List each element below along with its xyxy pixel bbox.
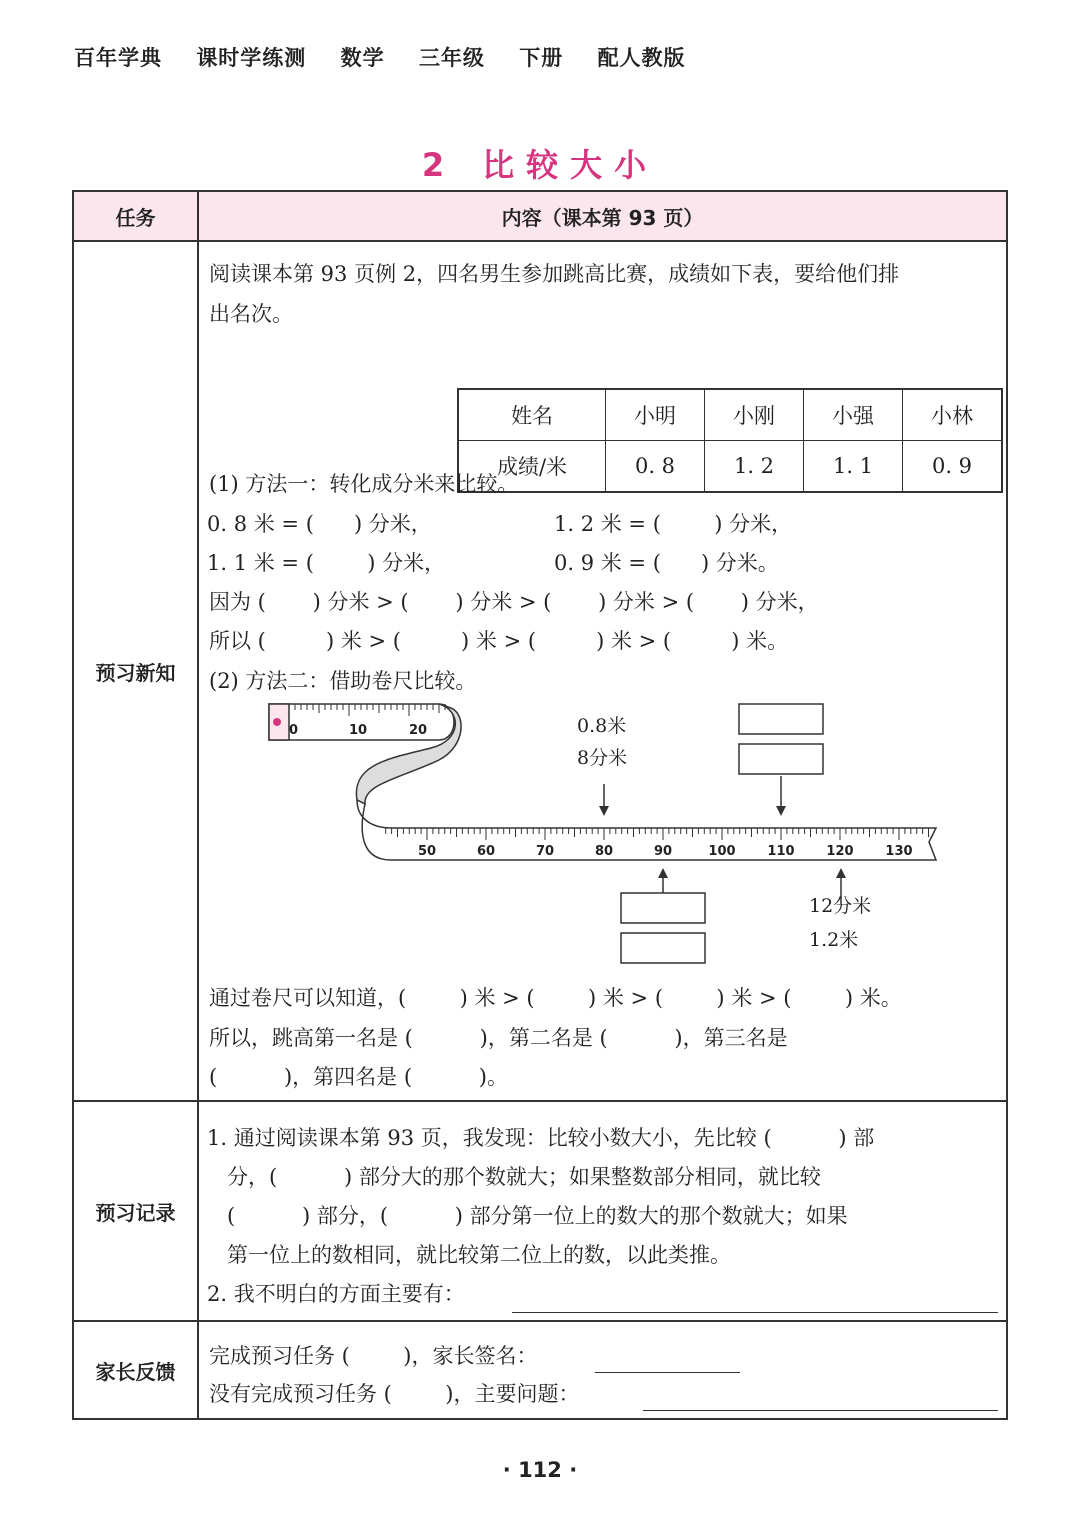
worksheet-table: [72, 190, 1008, 1420]
so-line[interactable]: 所以 ( ) 米 > ( ) 米 > ( ) 米 > ( ) 米。: [209, 629, 789, 653]
header-item: 配人教版: [597, 46, 686, 70]
answer-box: [621, 933, 705, 963]
score-header: 成绩/米: [458, 441, 606, 493]
preview-label: 预习新知: [74, 242, 199, 1100]
tape-number: 20: [409, 723, 428, 738]
tape-number: 80: [594, 844, 614, 859]
preview-content: [199, 242, 1006, 1100]
student-score: 0. 8: [606, 441, 705, 493]
record-line[interactable]: 1. 通过阅读课本第 93 页，我发现：比较小数大小，先比较 ( ) 部: [207, 1126, 875, 1150]
name-header: 姓名: [458, 389, 606, 441]
page-number: · 112 ·: [502, 1458, 578, 1482]
header-item: 课时学练测: [196, 46, 307, 70]
method1-title: (1) 方法一：转化成分米来比较。: [209, 472, 519, 496]
student-name: 小强: [804, 389, 903, 441]
label-12m: 1.2米: [809, 929, 859, 951]
record-line[interactable]: ( ) 部分，( ) 部分第一位上的数大的那个数就大；如果: [207, 1204, 848, 1228]
method1-blank[interactable]: 1. 2 米 = ( ) 分米，: [554, 512, 793, 536]
score-table: [457, 388, 1003, 493]
lesson-number: 2: [421, 146, 457, 184]
method1-blank[interactable]: 0. 9 米 = ( ) 分米。: [554, 551, 779, 575]
feedback-label: 家长反馈: [74, 1322, 199, 1418]
tape-number: 100: [708, 844, 736, 859]
arrow-12-head: [836, 868, 846, 878]
book-header: [74, 42, 712, 72]
record-content: [199, 1102, 1006, 1320]
tape-number: 110: [767, 844, 795, 859]
student-score: 1. 2: [705, 441, 804, 493]
answer-box: [621, 893, 705, 923]
ranking-line[interactable]: 所以，跳高第一名是 ( )，第二名是 ( )，第三名是: [209, 1026, 788, 1050]
record-line[interactable]: 分，( ) 部分大的那个数就大；如果整数部分相同，就比较: [207, 1165, 821, 1189]
tape-number: 90: [653, 844, 673, 859]
student-name: 小明: [606, 389, 705, 441]
task-column-header: 任务: [74, 192, 199, 240]
question-answer-line[interactable]: [512, 1312, 998, 1313]
method1-blank[interactable]: 1. 1 米 = ( ) 分米，: [207, 551, 446, 575]
arrow-09-head: [658, 868, 668, 878]
label-12dm: 12分米: [809, 895, 872, 917]
tape-tip-dot: [273, 718, 281, 726]
lesson-title: [0, 140, 1080, 186]
feedback-section: [74, 1322, 1006, 1418]
tape-number: 60: [476, 844, 496, 859]
tape-number: 130: [885, 844, 913, 859]
record-line: 第一位上的数相同，就比较第二位上的数，以此类推。: [207, 1243, 732, 1267]
answer-box: [739, 704, 823, 734]
student-score: 1. 1: [804, 441, 903, 493]
feedback-line[interactable]: 完成预习任务 ( )，家长签名：: [209, 1344, 538, 1368]
student-score: 0. 9: [903, 441, 1003, 493]
tape-measure-diagram: [261, 700, 941, 970]
feedback-line[interactable]: 没有完成预习任务 ( )，主要问题：: [209, 1382, 580, 1406]
feedback-content: [199, 1322, 1006, 1418]
student-name: 小刚: [705, 389, 804, 441]
method1-blank[interactable]: 0. 8 米 = ( ) 分米，: [207, 512, 432, 536]
ranking-line[interactable]: ( )，第四名是 ( )。: [209, 1065, 508, 1089]
header-item: 下册: [519, 46, 564, 70]
because-line[interactable]: 因为 ( ) 分米 > ( ) 分米 > ( ) 分米 > ( ) 分米，: [209, 590, 819, 614]
method2-title: (2) 方法二：借助卷尺比较。: [209, 669, 477, 693]
tape-number: 50: [417, 844, 437, 859]
table-header-row: [74, 192, 1006, 242]
record-line: 2. 我不明白的方面主要有：: [207, 1282, 465, 1306]
signature-line[interactable]: [595, 1372, 740, 1373]
arrow-11-head: [776, 806, 786, 816]
record-section: [74, 1102, 1006, 1322]
header-item: 百年学典: [74, 46, 162, 70]
arrow-08-head: [599, 806, 609, 816]
problem-line[interactable]: [643, 1410, 998, 1411]
intro-text: 出名次。: [209, 302, 293, 326]
answer-box: [739, 744, 823, 774]
tape-conclusion[interactable]: 通过卷尺可以知道，( ) 米 > ( ) 米 > ( ) 米 > ( ) 米。: [209, 986, 902, 1010]
intro-text: 阅读课本第 93 页例 2，四名男生参加跳高比赛，成绩如下表，要给他们排: [209, 262, 900, 286]
header-item: 三年级: [418, 46, 485, 70]
record-label: 预习记录: [74, 1102, 199, 1320]
tape-number: 10: [349, 723, 368, 738]
tape-number: 120: [826, 844, 854, 859]
preview-section: [74, 242, 1006, 1102]
header-item: 数学: [340, 46, 385, 70]
content-column-header: 内容（课本第 93 页）: [501, 205, 704, 230]
tape-number: 70: [535, 844, 555, 859]
tape-number: 0: [289, 723, 299, 738]
label-08m: 0.8米: [577, 715, 627, 737]
student-name: 小林: [903, 389, 1003, 441]
label-8dm: 8分米: [577, 747, 628, 769]
lesson-title-text: 比较大小: [482, 146, 659, 184]
